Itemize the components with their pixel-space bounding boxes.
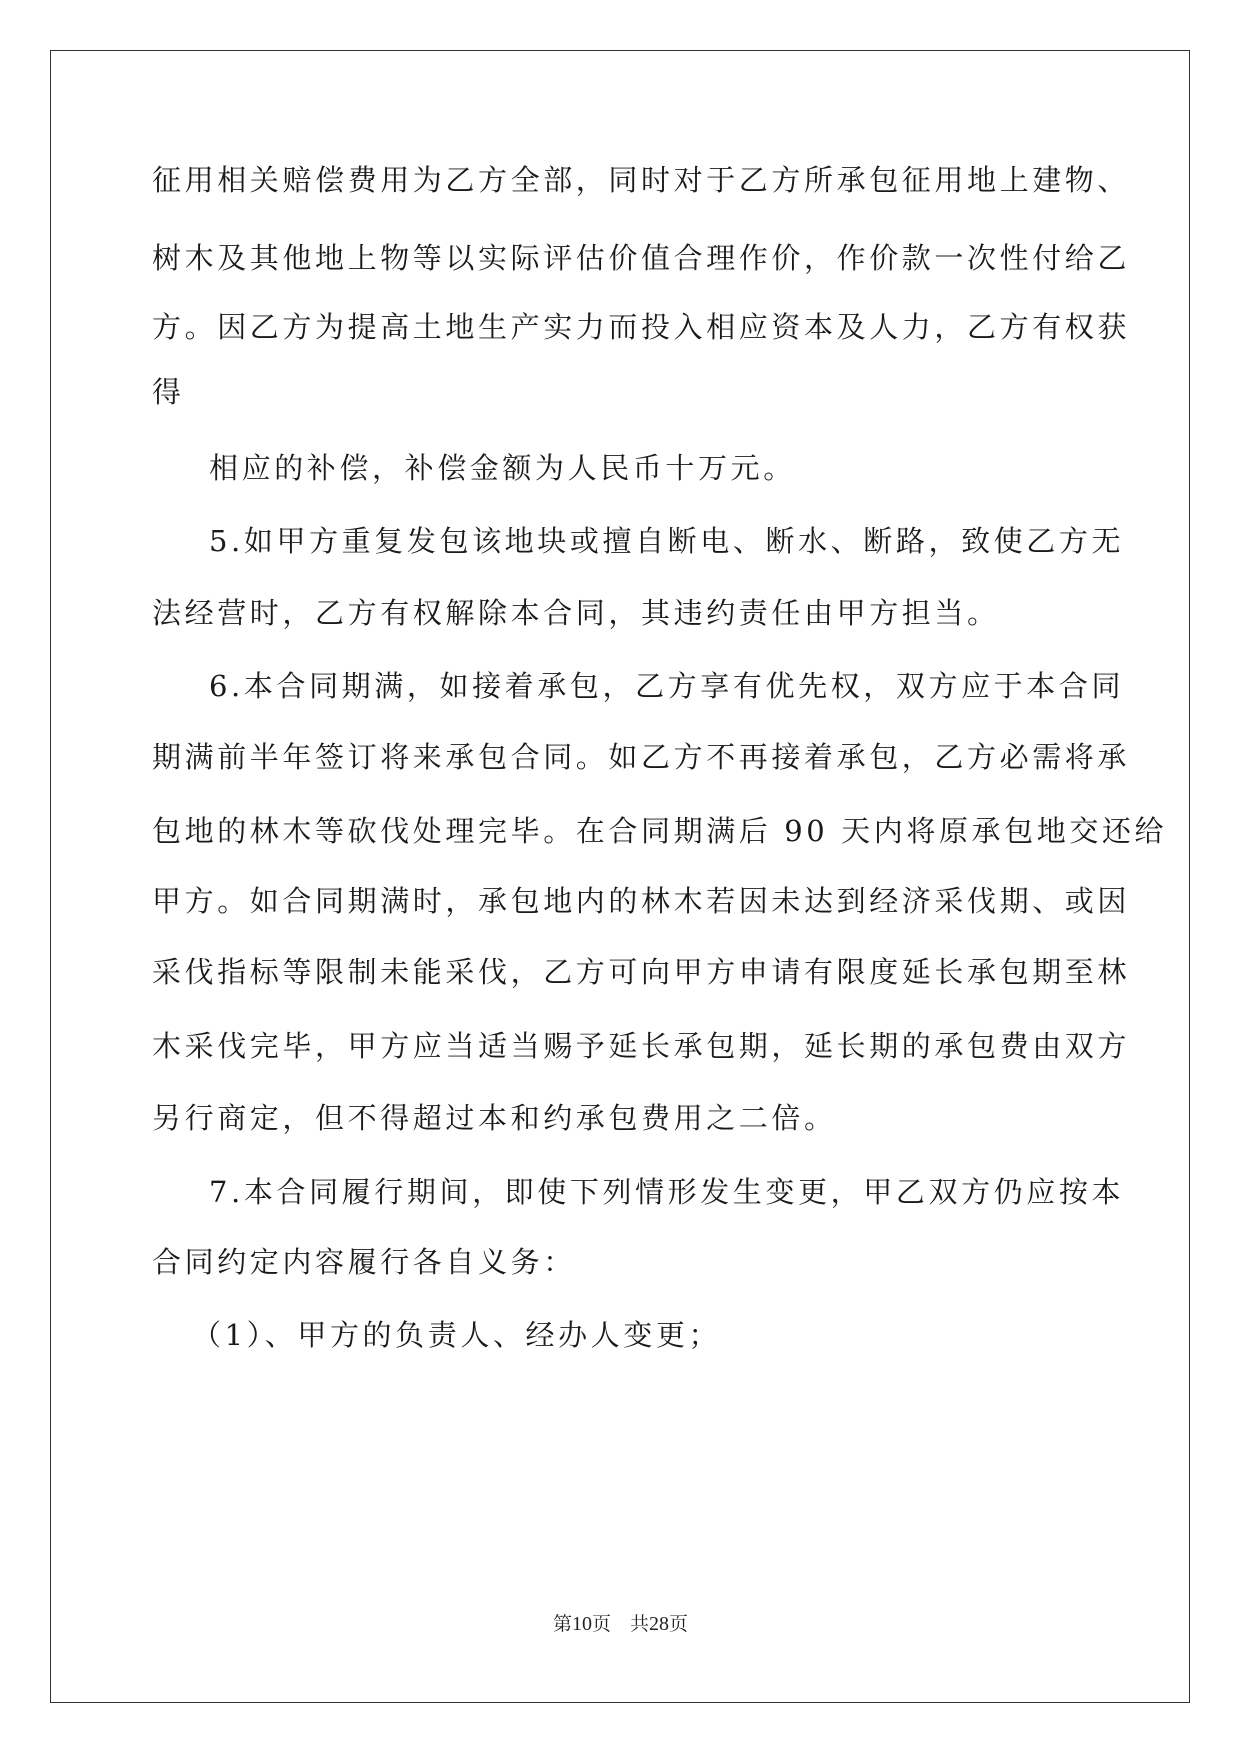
text-line: 法经营时，乙方有权解除本合同，其违约责任由甲方担当。: [152, 596, 1000, 630]
text-line: 方。因乙方为提高土地生产实力而投入相应资本及人力，乙方有权获: [152, 310, 1131, 344]
text-line: 7.本合同履行期间，即使下列情形发生变更，甲乙双方仍应按本: [209, 1175, 1125, 1209]
footer-prefix: 第: [552, 1613, 572, 1635]
text-line: 6.本合同期满，如接着承包，乙方享有优先权，双方应于本合同: [209, 669, 1125, 703]
text-line: 合同约定内容履行各自义务：: [152, 1245, 576, 1279]
page-number: 10: [571, 1613, 592, 1635]
text-line: 得: [152, 375, 185, 409]
text-line: （1）、甲方的负责人、经办人变更；: [192, 1318, 722, 1352]
text-line: 甲方。如合同期满时，承包地内的林木若因未达到经济采伐期、或因: [152, 884, 1131, 918]
text-line: 另行商定，但不得超过本和约承包费用之二倍。: [152, 1101, 837, 1135]
text-line: 树木及其他地上物等以实际评估价值合理作价，作价款一次性付给乙: [152, 241, 1131, 275]
page-footer: [0, 1612, 1241, 1636]
total-pages: 28: [649, 1613, 669, 1635]
text-line: 5.如甲方重复发包该地块或擅自断电、断水、断路，致使乙方无: [209, 524, 1125, 558]
footer-middle: 页 共: [591, 1613, 649, 1635]
page-border: [50, 50, 1190, 1703]
text-line: 采伐指标等限制未能采伐，乙方可向甲方申请有限度延长承包期至林: [152, 955, 1131, 989]
text-line: 包地的林木等砍伐处理完毕。在合同期满后 90 天内将原承包地交还给: [152, 814, 1168, 848]
text-line: 相应的补偿，补偿金额为人民币十万元。: [209, 451, 796, 485]
text-line: 木采伐完毕，甲方应当适当赐予延长承包期，延长期的承包费由双方: [152, 1029, 1131, 1063]
text-line: 征用相关赔偿费用为乙方全部，同时对于乙方所承包征用地上建物、: [152, 163, 1131, 197]
footer-suffix: 页: [669, 1613, 689, 1635]
text-line: 期满前半年签订将来承包合同。如乙方不再接着承包，乙方必需将承: [152, 740, 1131, 774]
